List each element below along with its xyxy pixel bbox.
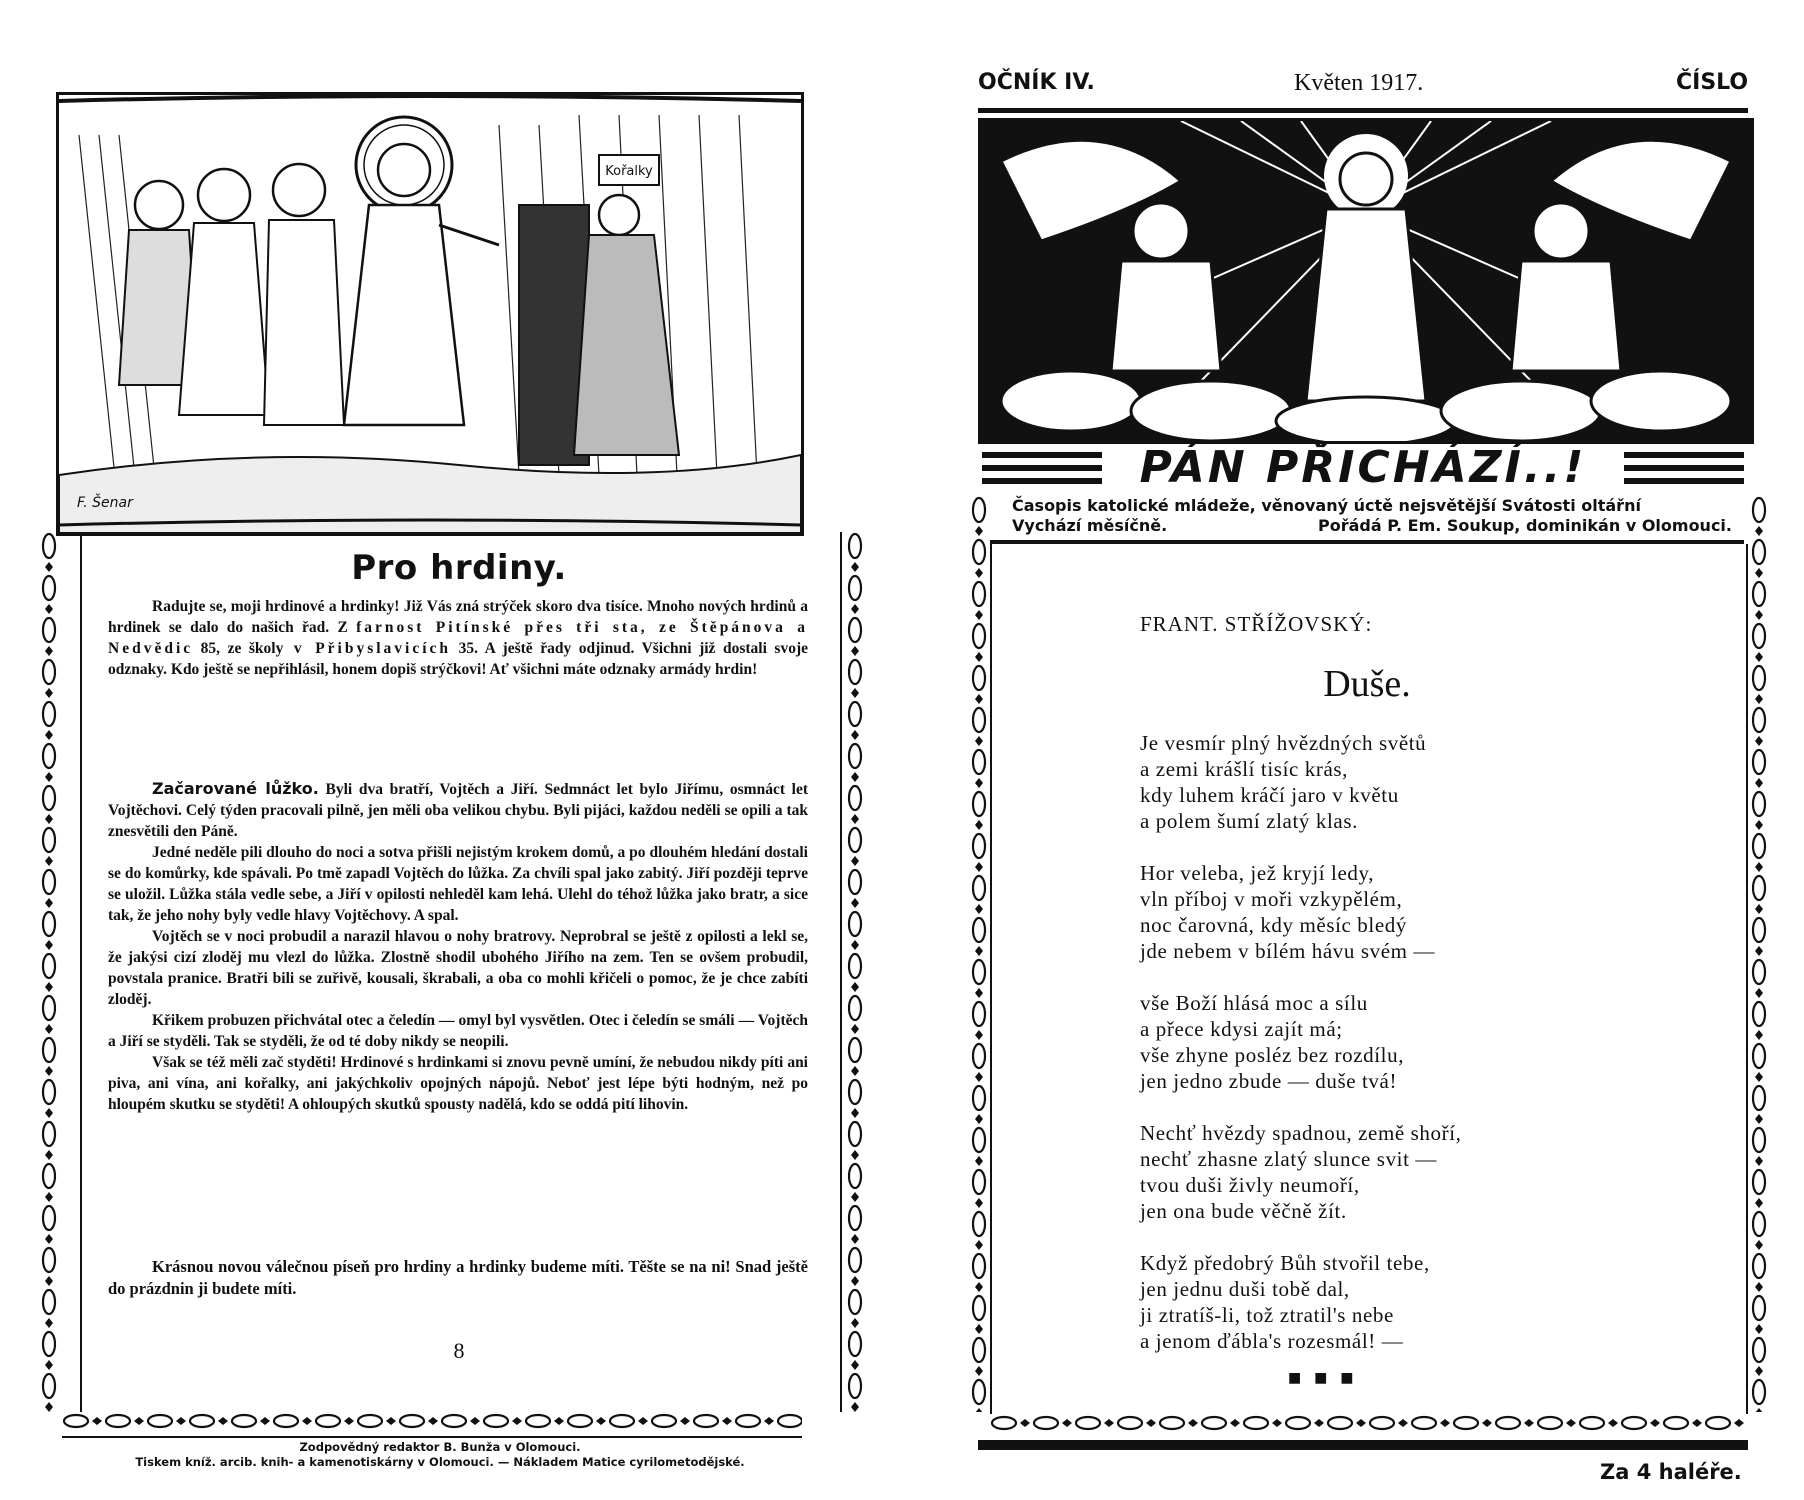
story-lead: Začarované lůžko. [152, 779, 319, 798]
masthead-ornament-right [1624, 448, 1744, 488]
story-paragraph-5: Však se též měli zač styděti! Hrdinové s hrdinkami si znovu pevně umíní, že nebudou nikdy píti ani piva, ani vína, ani kořalky, ani jakýchkoliv opojných nápojů. Neboť jest lépe býti hodným, než po hloupém skutku se styděti! A ohloupých skutků spousty nadělá, kdo se oddá pití lihovin. [108, 1054, 808, 1113]
poem-line: Když předobrý Bůh stvořil tebe, [1140, 1251, 1430, 1275]
poem-line: a zemi krášlí tisíc krás, [1140, 757, 1349, 781]
poem-line: a polem šumí zlatý klas. [1140, 809, 1358, 833]
header-issue: ČÍSLO [1676, 70, 1749, 95]
poem-stanza [1140, 1250, 1462, 1354]
subtitle-editor: Pořádá P. Em. Soukup, dominikán v Olomouci. [1317, 516, 1732, 535]
right-bottom-chain [990, 1412, 1744, 1434]
subtitle-line-2 [1012, 516, 1732, 536]
intro-text-c: 35. A ještě řady odjinud. Všichni již dostali svoje odznaky. Kdo ještě se nepřihlásil, honem dopiš strýčkovi! Ať všichni máte odznaky armády hrdin! [108, 640, 809, 678]
story-section [108, 778, 808, 1115]
illustration-signature: F. Šenar [77, 495, 133, 511]
poem-title: Duše. [1323, 663, 1411, 705]
poem-line: Je vesmír plný hvězdných světů [1140, 731, 1427, 755]
closing-text: Krásnou novou válečnou píseň pro hrdiny a hrdinky budeme míti. Těšte se na ni! Snad ještě do prázdnin ji budete míti. [108, 1257, 808, 1298]
poem-stanza [1140, 990, 1462, 1094]
poem-line: a jenom ďábla's rozesmál! — [1140, 1329, 1404, 1353]
left-chain-outer [40, 532, 58, 1412]
poem-line: Hor veleba, jež kryjí ledy, [1140, 861, 1375, 885]
imprint [60, 1440, 820, 1470]
poem-line: Nechť hvězdy spadnou, země shoří, [1140, 1121, 1462, 1145]
imprint-printer: Tiskem kníž. arcib. knih- a kamenotiskárny v Olomouci. — Nákladem Matice cyrilometodějské. [135, 1455, 745, 1469]
right-chain-inner [1750, 496, 1768, 1412]
end-ornament: ■ ■ ■ [1288, 1370, 1358, 1386]
intro-parishes: farnost Pitínské přes tři sta, ze Štěpánova a Nedvědic [108, 619, 808, 657]
story-paragraph-1: Byli dva bratří, Vojtěch a Jiří. Sedmnáct let bylo Jiřímu, osmnáct let Vojtěchovi. Celý týden pracovali pilně, jen měli oba velikou chybu. Byli pijáci, každou neděli se opili a tak znesvětili den Páně. [108, 781, 808, 840]
article-title: Pro hrdiny. [351, 548, 567, 588]
right-chain-outer [970, 496, 988, 1412]
poem-line: jde nebem v bílém hávu svém — [1140, 939, 1436, 963]
intro-paragraph [108, 596, 808, 680]
story-paragraph-2: Jedné neděle pili dlouho do noci a sotva přišli nejistým krokem domů, a po dlouhém hledání dostali se do komůrky, kde spávali. Po tmě zapadl Vojtěch do lůžka. Za chvíli spal jako zabitý. Jiří později teprve se uložil. Lůžka stála vedle sebe, a Jiří v opilosti nehleděl kam lehá. Ulehl do téhož lůžka jako bratr, a sice tak, že jeho nohy byly vedle hlavy Vojtěchovy. A spal. [108, 844, 808, 924]
right-bottom-rule [978, 1440, 1748, 1450]
poem-stanza [1140, 860, 1462, 964]
header-date: Květen 1917. [1294, 70, 1424, 96]
left-bottom-rule [62, 1436, 802, 1438]
masthead [978, 440, 1748, 496]
poem-author: FRANT. STŘÍŽOVSKÝ: [1140, 612, 1373, 636]
header-banner [978, 118, 1754, 444]
poem-line: jen jedno zbude — duše tvá! [1140, 1069, 1398, 1093]
intro-village: v Přibyslavicích [283, 640, 452, 657]
poem-line: vše Boží hlásá moc a sílu [1140, 991, 1368, 1015]
poem-body [1140, 730, 1462, 1380]
poem-line: nechť zhasne zlatý slunce svit — [1140, 1147, 1437, 1171]
page-number: 8 [453, 1338, 465, 1363]
imprint-editor: Zodpovědný redaktor B. Bunža v Olomouci. [299, 1440, 581, 1454]
story-paragraph-3: Vojtěch se v noci probudil a narazil hlavou o nohy bratrovy. Neprobral se ještě z opilosti a lekl se, že jakýsi cizí zloděj mu vlezl do lůžka. Zlostně shodil ubohého Jiřího na zem. Ten se ovšem probudil, povstala pranice. Bratři bili se zuřivě, kousali, škrabali, a oba co mohli křičeli o pomoc, že je chce zabíti zloděj. [108, 928, 808, 1008]
poem-line: vln příboj v moři vzkypělém, [1140, 887, 1403, 911]
top-rule [978, 108, 1748, 113]
poem-line: a přece kdysi zajít má; [1140, 1017, 1343, 1041]
poem-line: tvou duši živly neumoří, [1140, 1173, 1360, 1197]
poem-line: jen jednu duši tobě dal, [1140, 1277, 1350, 1301]
poem-line: kdy luhem kráčí jaro v květu [1140, 783, 1399, 807]
poem-stanza [1140, 730, 1462, 834]
closing-paragraph [108, 1256, 808, 1300]
poem-line: noc čarovná, kdy měsíc bledý [1140, 913, 1407, 937]
left-chain-inner [846, 532, 864, 1412]
left-bottom-chain [62, 1410, 802, 1432]
intro-text-b: 85, ze školy [193, 640, 284, 657]
christ-child-with-angels-banner [981, 121, 1751, 441]
price: Za 4 haléře. [1600, 1460, 1742, 1484]
svg-text:Kořalky: Kořalky [605, 164, 653, 179]
poem-line: ji ztratíš-li, tož ztratil's nebe [1140, 1303, 1394, 1327]
children-with-haloed-child-illustration [59, 95, 801, 533]
left-illustration [56, 92, 804, 536]
poem-line: vše zhyne posléz bez rozdílu, [1140, 1043, 1405, 1067]
poem-stanza [1140, 1120, 1462, 1224]
subtitle-frequency: Vychází měsíčně. [1012, 516, 1168, 535]
subtitle-line-1: Časopis katolické mládeže, věnovaný úctě nejsvětější Svátosti oltářní [1012, 496, 1641, 515]
story-paragraph-4: Křikem probuzen přichvátal otec a čeledín — omyl byl vysvětlen. Otec i čeledín se smáli — Vojtěch a Jiří se styděli. Tak se styděli, že od té doby nikdy se neopili. [108, 1012, 808, 1050]
masthead-title: PÁN PŘICHÁZÍ..! [1139, 442, 1587, 493]
intro-text-a: Radujte se, moji hrdinové a hrdinky! Již Vás zná strýček skoro dva tisíce. Mnoho nových hrdinů a hrdinek se dalo do našich řad. Z [108, 598, 808, 636]
poem-line: jen ona bude věčně žít. [1140, 1199, 1347, 1223]
header-volume: OČNÍK IV. [978, 70, 1095, 95]
